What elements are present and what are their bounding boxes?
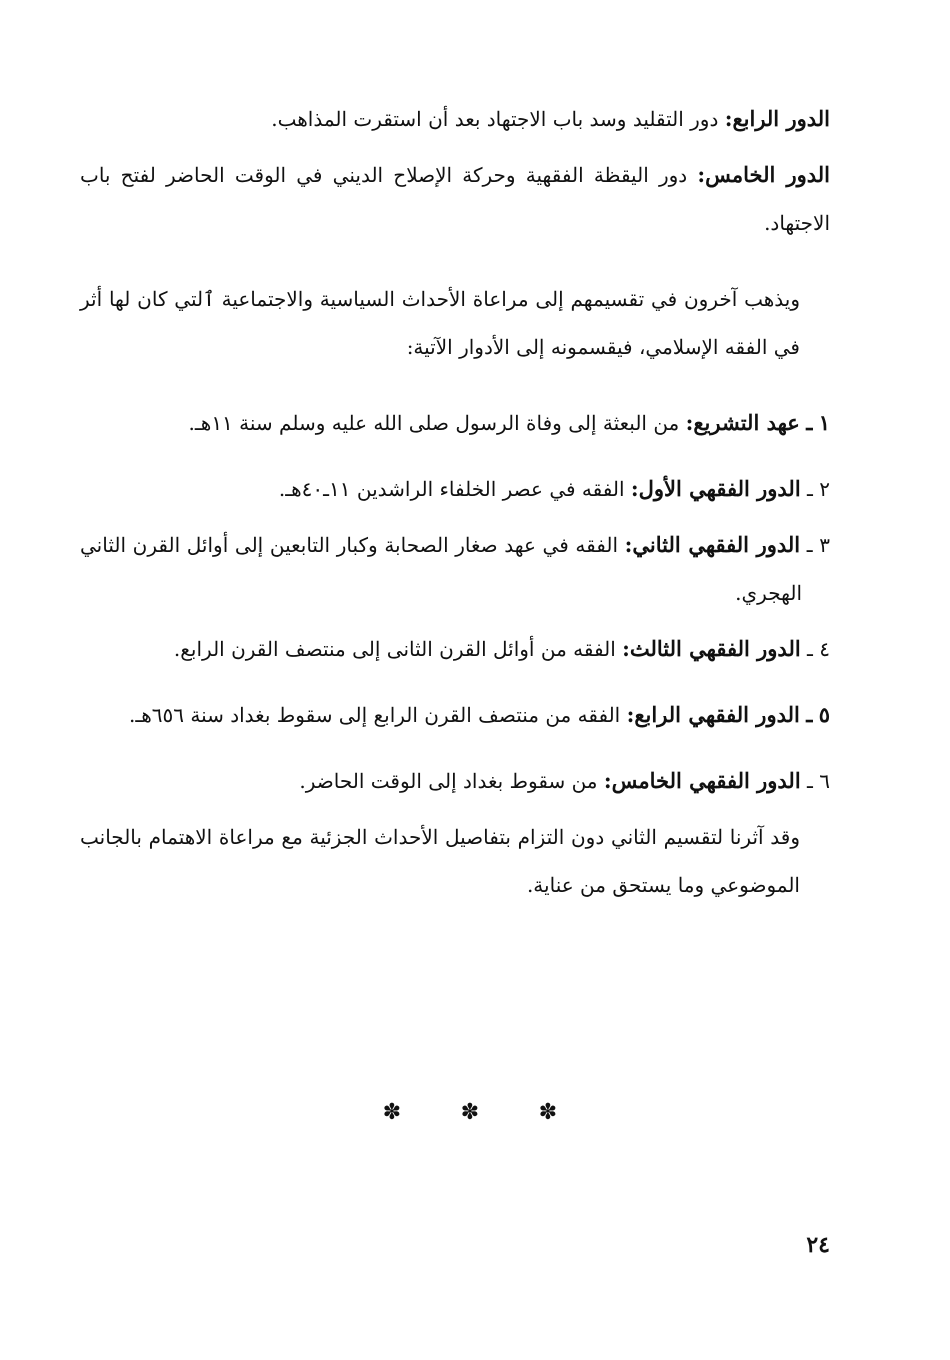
paragraph-other-division [80,275,830,371]
term-label: الدور الفقهي الخامس: [603,768,801,793]
item-number: ٥ [818,702,830,727]
page-number: ٢٤ [806,1232,830,1258]
list-item-period-4 [80,625,830,673]
paragraph-text: ويذهب آخرون في تقسيمهم إلى مراعاة الأحداث السياسية والاجتماعية ٱلتي كان لها أثر في الفقه الإسلامي، فيقسمونه إلى الأدوار الآتية: [80,287,800,359]
item-number: ٢ [819,477,830,501]
item-number: ١ [818,410,830,435]
list-item-period-2 [80,465,830,513]
paragraph-text: وقد آثرنا لتقسيم الثاني دون التزام بتفاصيل الأحداث الجزئية مع مراعاة الاهتمام بالجانب الموضوعي وما يستحق من عناية. [80,825,800,897]
item-number: ٤ [819,637,830,661]
item-dash: ـ [806,702,813,727]
term-label: الدور الفقهي الثاني: [624,532,801,557]
term-label: الدور الفقهي الرابع: [626,702,800,727]
term-label: الدور الفقهي الثالث: [622,636,801,661]
item-dash: ـ [806,410,813,435]
star-icon: ✽ [382,1100,402,1125]
paragraph-text: دور التقليد وسد باب الاجتهاد بعد أن استقرت المذاهب. [271,107,725,131]
term-label: عهد التشريع: [685,410,800,435]
section-ornament [380,1100,560,1125]
term-label: الدور الفقهي الأول: [630,476,801,501]
item-text: من سقوط بغداد إلى الوقت الحاضر. [299,769,604,793]
item-text: من البعثة إلى وفاة الرسول صلى الله عليه وسلم سنة ١١هـ. [188,411,686,435]
item-text: الفقه في عهد صغار الصحابة وكبار التابعين إلى أوائل القرن الثاني الهجري. [80,533,802,605]
paragraph-closing [80,813,830,909]
item-number: ٦ [819,769,830,793]
list-item-period-1 [80,399,830,447]
paragraph-fourth-period [80,95,830,143]
item-dash: ـ [807,769,813,793]
term-label: الدور الخامس: [697,162,831,187]
list-item-period-6 [80,757,830,805]
star-icon: ✽ [460,1100,480,1125]
item-text: الفقه من منتصف القرن الرابع إلى سقوط بغداد سنة ٦٥٦هـ. [128,703,627,727]
item-dash: ـ [807,477,813,501]
item-dash: ـ [807,637,813,661]
list-item-period-5 [80,691,830,739]
paragraph-fifth-period [80,151,830,247]
item-text: الفقه في عصر الخلفاء الراشدين ١١ـ٤٠هـ. [278,477,631,501]
item-text: الفقه من أوائل القرن الثانى إلى منتصف القرن الرابع. [173,637,623,661]
page-body [80,95,830,909]
term-label: الدور الرابع: [724,106,830,131]
list-item-period-3 [80,521,830,617]
star-icon: ✽ [538,1100,558,1125]
item-number: ٣ [819,533,831,557]
paragraph-text: دور اليقظة الفقهية وحركة الإصلاح الديني في الوقت الحاضر لفتح باب الاجتهاد. [80,163,830,235]
item-dash: ـ [806,533,813,557]
